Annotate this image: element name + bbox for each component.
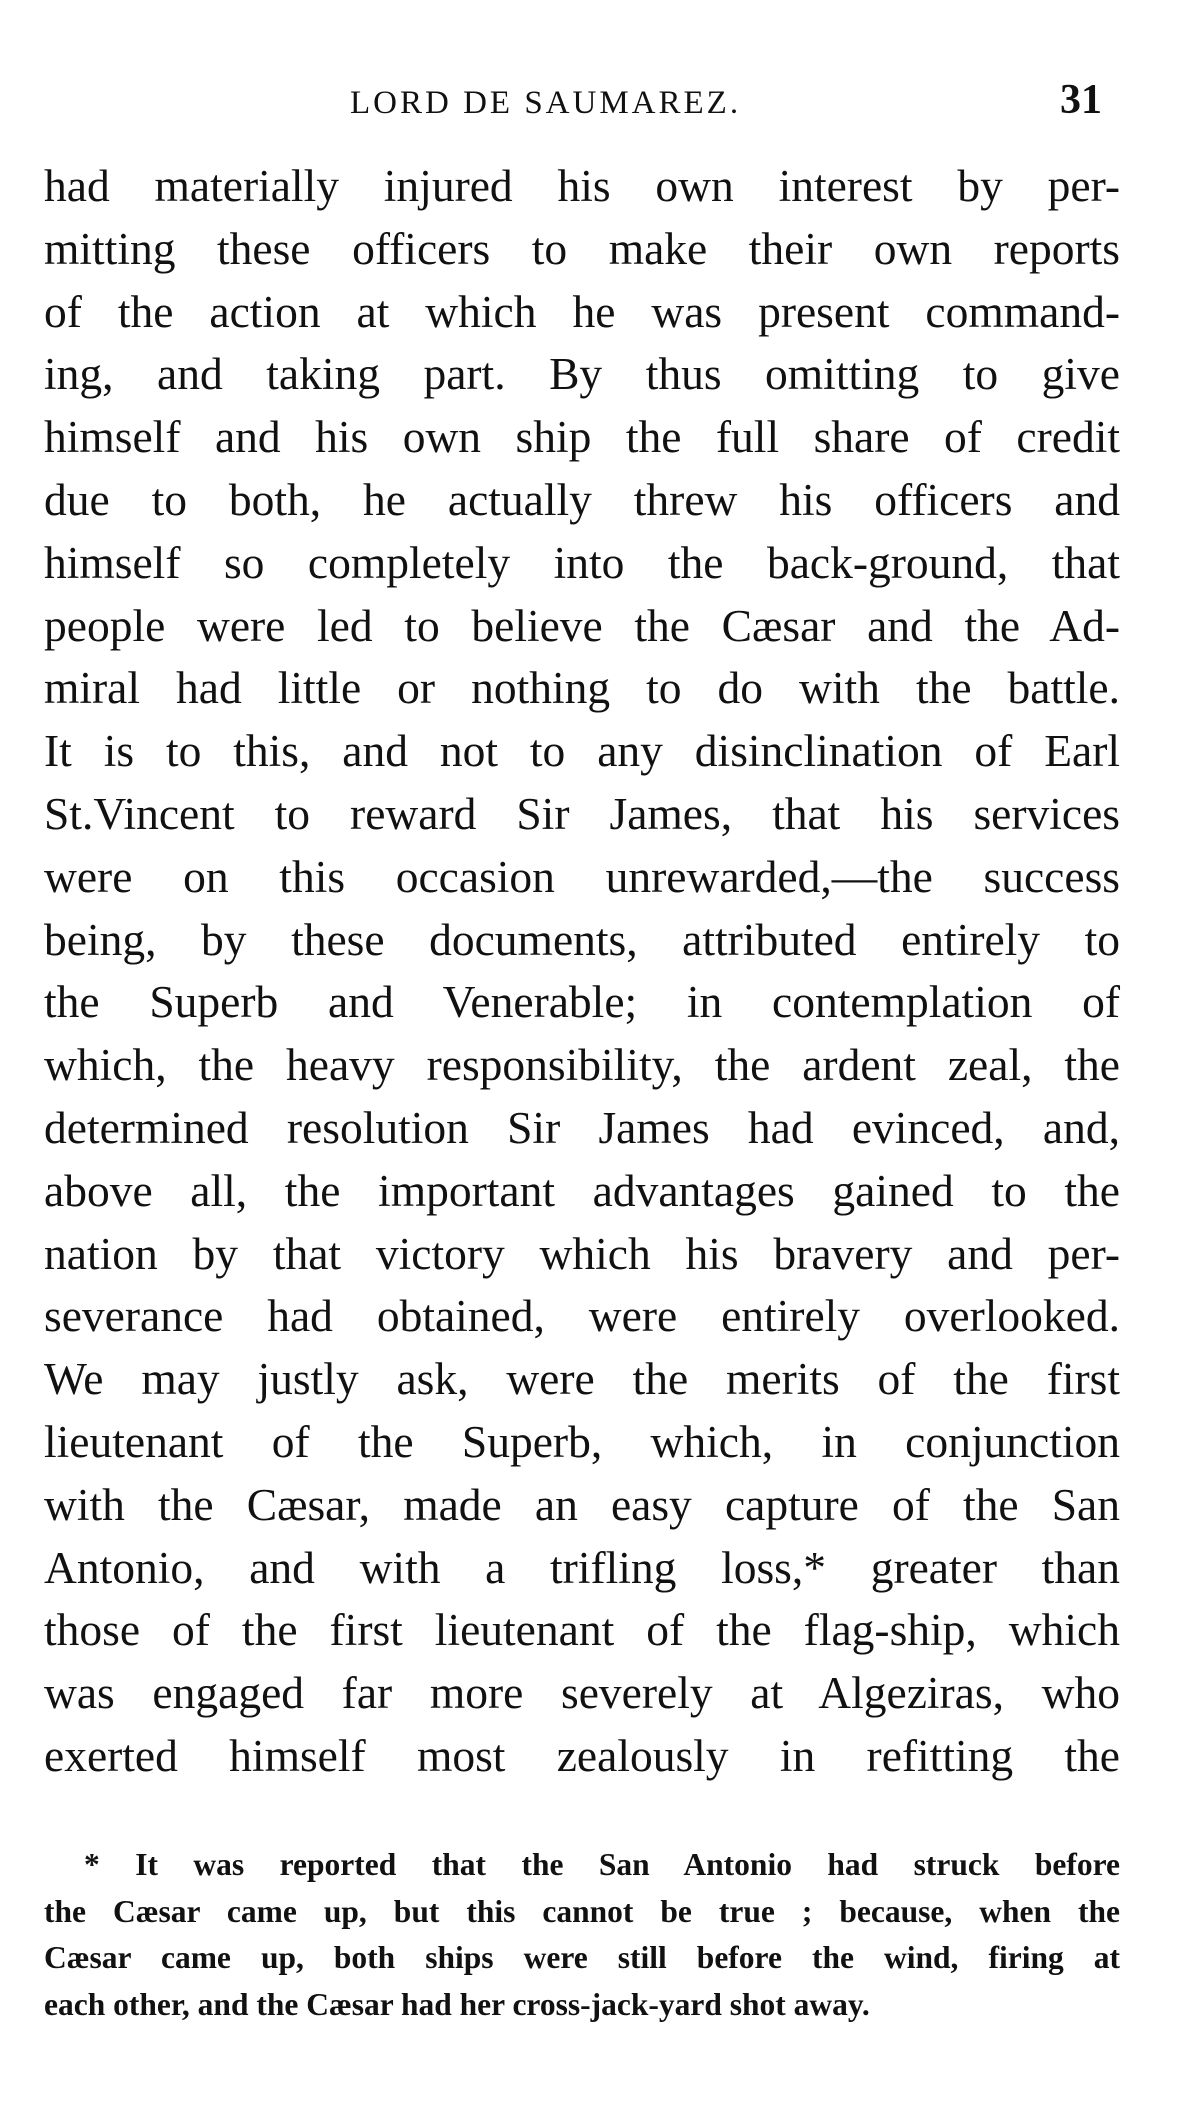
text-line: which, the heavy responsibility, the ardent zeal, the: [44, 1039, 1120, 1091]
footnote-line: the Cæsar came up, but this cannot be true ; because, when the: [44, 1893, 1120, 1929]
text-line: had materially injured his own interest by per-: [44, 160, 1120, 211]
text-line: of the action at which he was present command-: [44, 285, 1120, 337]
page-number: 31: [1060, 77, 1102, 123]
footnote-line: each other, and the Cæsar had her cross-jack-yard shot away.: [44, 1986, 870, 2022]
text-line: lieutenant of the Superb, which, in conjunction: [44, 1415, 1120, 1467]
text-line: nation by that victory which his bravery and per-: [44, 1227, 1120, 1279]
text-line: severance had obtained, were entirely overlooked.: [44, 1290, 1120, 1342]
footnote: [44, 1842, 1120, 2028]
text-line: We may justly ask, were the merits of the first: [44, 1353, 1120, 1405]
running-head: [0, 78, 1204, 128]
text-line: above all, the important advantages gained to the: [44, 1164, 1120, 1216]
text-line: It is to this, and not to any disinclination of Earl: [44, 725, 1120, 777]
body-text: [44, 155, 1120, 1788]
text-line: Antonio, and with a trifling loss,* greater than: [44, 1541, 1120, 1593]
text-line: those of the first lieutenant of the flag-ship, which: [44, 1604, 1120, 1656]
text-line: ing, and taking part. By thus omitting to give: [44, 348, 1120, 400]
text-line: determined resolution Sir James had evinced, and,: [44, 1101, 1120, 1153]
running-title: LORD DE SAUMAREZ.: [350, 85, 742, 121]
text-line: being, by these documents, attributed entirely to: [44, 913, 1120, 965]
text-line: himself and his own ship the full share of credit: [44, 411, 1120, 463]
text-line: himself so completely into the back-ground, that: [44, 536, 1120, 588]
text-line: St.Vincent to reward Sir James, that his services: [44, 787, 1120, 839]
text-line: miral had little or nothing to do with the battle.: [44, 662, 1120, 714]
text-line: due to both, he actually threw his officers and: [44, 473, 1120, 525]
text-line: mitting these officers to make their own reports: [44, 222, 1120, 274]
text-line: with the Cæsar, made an easy capture of the San: [44, 1478, 1120, 1530]
text-line: the Superb and Venerable; in contemplation of: [44, 976, 1120, 1028]
text-line: people were led to believe the Cæsar and the Ad-: [44, 599, 1120, 651]
text-line: was engaged far more severely at Algeziras, who: [44, 1667, 1120, 1719]
footnote-line: * It was reported that the San Antonio had struck before: [84, 1847, 1120, 1882]
footnote-line: Cæsar came up, both ships were still before the wind, firing at: [44, 1940, 1120, 1975]
text-line: exerted himself most zealously in refitting the: [44, 1729, 1120, 1781]
text-line: were on this occasion unrewarded,—the success: [44, 850, 1120, 902]
